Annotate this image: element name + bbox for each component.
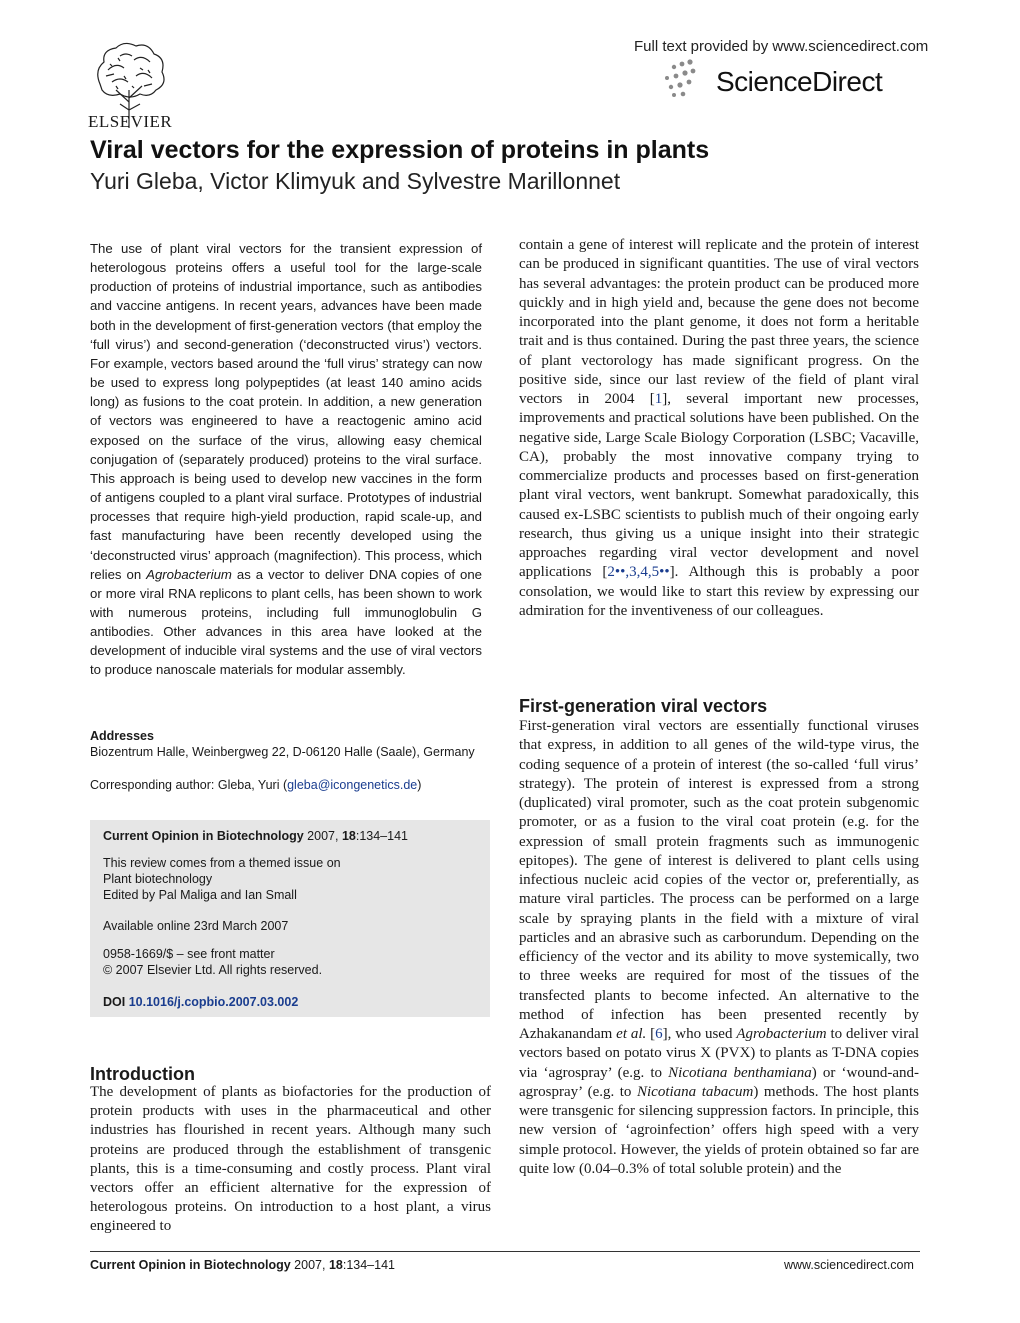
infobox-themed-line1: This review comes from a themed issue on [103,856,341,870]
email-link[interactable]: gleba@icongenetics.de [287,778,418,792]
fg-etal: et al. [616,1026,647,1042]
footer-journal: Current Opinion in Biotechnology [90,1258,291,1272]
footer-year: 2007, [294,1258,326,1272]
introduction-text: The development of plants as biofactories for the production of protein products with uses in the pharmaceutical and other industries has flourished in recent years. Although many such proteins are produced through the establishment of transgenic plants, this is a time-consuming and costly process. Plant viral vectors offer an efficient alternative for the expression of heterologous proteins. On introduction to a host plant, a virus engineered to [90,1084,491,1235]
fg-text-1: First-generation viral vectors are essentially functional viruses that express, in addition to all genes of the wild-type virus, the coding sequence of a protein of interest (the so-called ‘full virus’ strategy). The protein of interest is expressed from a strong (duplicated) viral promoter, such as the coat protein subgenomic promoter, or as a fusion to the viral coat protein (e.g. for the expression of small protein fragments such as immunogenic epitopes). The gene of interest is delivered to plant cells using infectious nucleic acid copies of the vector or, preferentially, as mature viral particles. The process can be performed on a large scale by spraying plants in the field with a mixture of viral particles and an abrasive such as carborundum. Depending on the efficiency of the vector and its ability to move systemically, two to three weeks are required for most of the tissues of the transfected plants to become infected. An alternative to the method of infection has been presented recently by Azhakanandam [519,718,919,1042]
infobox-journal: Current Opinion in Biotechnology [103,829,304,843]
doi-link[interactable]: 10.1016/j.copbio.2007.03.002 [128,995,299,1009]
fg-text-2: [ [650,1026,656,1042]
citation-ref-1[interactable]: 1 [654,391,663,407]
right-text-c: ]. Although this is probably a poor consolation, we would like to start this review by expressing our admiration for the inventiveness of our colleagues. [519,564,919,619]
article-authors: Yuri Gleba, Victor Klimyuk and Sylvestre Marillonnet [90,168,621,194]
infobox-copyright: © 2007 Elsevier Ltd. All rights reserved. [103,963,323,977]
sciencedirect-dots-icon [660,58,698,98]
abstract-italic: Agrobacterium [146,566,232,582]
first-generation-text [519,717,919,1179]
right-text-b: ], several important new processes, improvements and practical solutions have been published. On the negative side, Large Scale Biology Corporation (LSBC; Vacaville, CA), probably the most innovative company trying to commercialize products and processes based on first-generation plant viral vectors, went bankrupt. Somewhat paradoxically, this caused ex-LSBC scientists to publish much of their ongoing early research, thus giving us a unique insight into their strategic approaches regarding viral vector development and novel applications [ [519,391,919,581]
footer-url[interactable]: www.sciencedirect.com [784,1258,914,1272]
infobox-themed-line2: Plant biotechnology [103,872,213,886]
abstract-text-2: as a vector to deliver DNA copies of one or more viral RNA replicons to plant cells, has been shown to work with numerous proteins, including full immunoglobulin G antibodies. Other advances in this area have looked at the development of inducible viral systems and the use of viral vectors to produce nanoscale materials for modular assembly. [90,566,482,678]
introduction-heading: Introduction [90,1064,195,1084]
footer-pages: :134–141 [342,1258,395,1272]
fg-species-1: Nicotiana benthamiana [668,1064,812,1081]
article-title: Viral vectors for the expression of proteins in plants [90,136,710,164]
infobox-edited-by: Edited by Pal Maliga and Ian Small [103,888,297,902]
fg-text-6: ) methods. The host plants were transgenic for silencing suppression factors. In principle, this new version of ‘agroinfection’ offers high speed with a very simple protocol. However, the yields of protein obtained so far are quite low (0.04–0.3% of total soluble protein) and the [519,1083,919,1177]
abstract-text-1: The use of plant viral vectors for the transient expression of heterologous proteins offers a useful tool for the large-scale production of proteins of industrial importance, such as antibodies and vaccine antigens. In recent years, advances have been made both in the development of first-generation vectors (that employ the ‘full virus’) and second-generation (‘deconstructed virus’) vectors. For example, vectors based around the ‘full virus’ strategy can now be used to express long polypeptides (at least 140 amino acids long) as fusions to the coat protein. In addition, a new generation of vectors was engineered to have a reactogenic amino acid exposed on the surface of the virus, allowing easy chemical conjugation of (separately produced) proteins to the viral surface. This approach is being used to develop new vaccines in the form of antigens coupled to a plant viral surface. Prototypes of industrial processes that require high-yield production, rapid scale-up, and fast manufacturing have been recently developed using the ‘deconstructed virus’ approach (magnifection). This process, which relies on [90,241,482,582]
first-generation-heading: First-generation viral vectors [519,696,768,716]
citation-refs-2-5[interactable]: 2••,3,4,5•• [607,564,670,581]
address-text: Biozentrum Halle, Weinbergweg 22, D-06120 Halle (Saale), Germany [90,745,475,759]
infobox-available: Available online 23rd March 2007 [103,919,289,933]
footer-divider [90,1251,920,1252]
right-column-text [519,236,919,621]
fg-text-3: ], who used [662,1026,733,1042]
fg-species-2: Nicotiana tabacum [636,1083,754,1100]
fg-agrobacterium: Agrobacterium [736,1026,827,1042]
infobox-citation [103,829,408,843]
corresponding-author [90,778,421,792]
infobox-issn: 0958-1669/$ – see front matter [103,947,275,961]
fg-text-4: to deliver viral vectors based on potato virus X (PVX) to plants as T-DNA copies via ‘agrospray’ (e.g. to [519,1026,920,1081]
fulltext-note[interactable]: Full text provided by www.sciencedirect.com [634,38,929,55]
infobox-doi [103,995,298,1009]
infobox-year: 2007, [307,829,339,843]
abstract [90,239,482,680]
publisher-logo-text: ELSEVIER [88,112,173,131]
infobox-volume: 18 [341,829,356,843]
fg-text-5: ) or ‘wound-and-agrospray’ (e.g. to [519,1064,920,1100]
addresses-label: Addresses [90,729,154,743]
citation-ref-6[interactable]: 6 [655,1026,663,1042]
corresponding-suffix: ) [417,778,422,792]
corresponding-prefix: Corresponding author: Gleba, Yuri ( [90,778,288,792]
footer-volume: 18 [328,1258,343,1272]
infobox-pages: :134–141 [355,829,408,843]
footer-citation [90,1258,395,1272]
right-text-a: contain a gene of interest will replicate and the protein of interest can be produced in significant quantities. The use of viral vectors has several advantages: the protein product can be produced more quickly and in high yield and, because the gene does not become incorporated into the plant genome, it does not form a heritable trait and is thus contained. During the past three years, the science of plant vectorology has made significant progress. On the positive side, since our last review of the field of plant viral vectors in 2004 [ [519,237,919,407]
article-info-box [90,820,490,1017]
doi-label: DOI [103,995,126,1009]
sciencedirect-brand[interactable]: ScienceDirect [716,66,883,97]
